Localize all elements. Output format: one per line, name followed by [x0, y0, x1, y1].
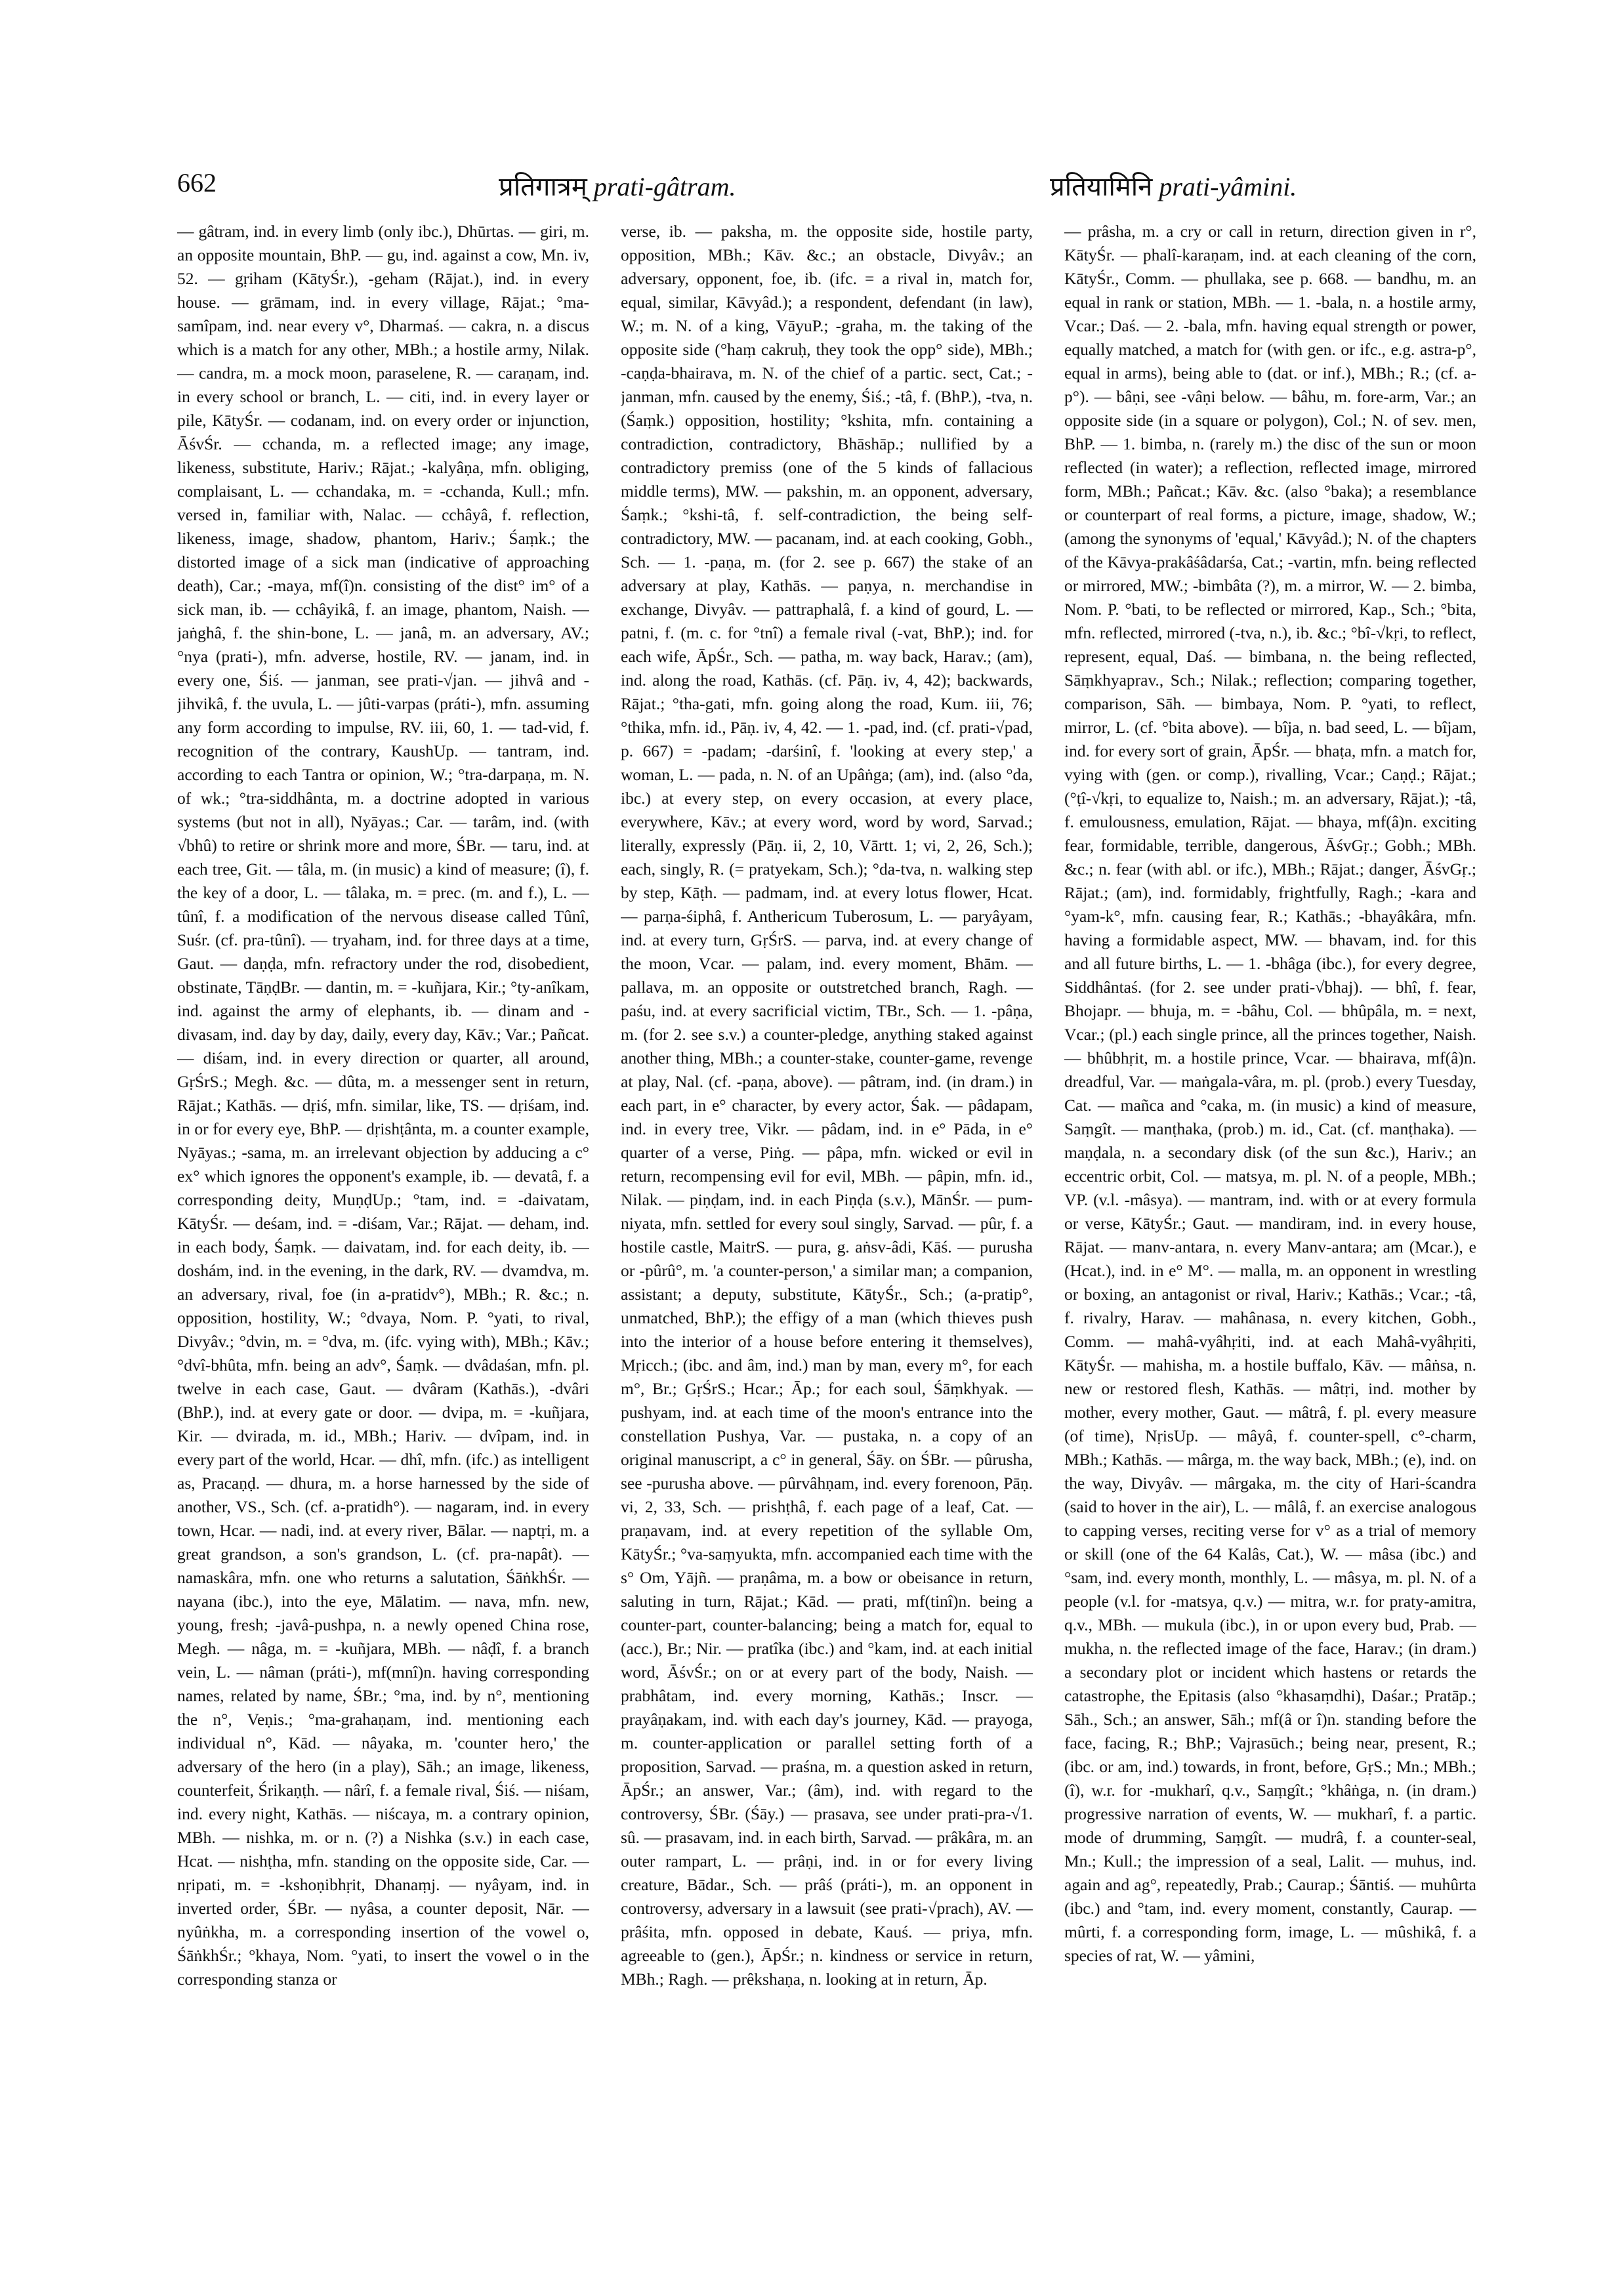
- column-2-text: verse, ib. — paksha, m. the opposite side, hostile party, opposition, MBh.; Kāv. &c.; an obstacle, Divyâv.; an adversary, opponent, foe, ib. (ifc. = a rival in, match for, equal, similar, Kāvyâd.); a respondent, defendant (in law), W.; m. N. of a king, VāyuP.; -graha, m. the taking of the opposite side (°haṃ cakruḥ, they took the opp° side), MBh.; -caṇḍa-bhairava, m. N. of the chief of a partic. sect, Cat.; -janman, mfn. caused by the enemy, Śiś.; -tâ, f. (BhP.), -tva, n. (Śaṃk.) opposition, hostility; °kshita, mfn. containing a contradiction, contradictory, Bhāshāp.; nullified by a contradictory premiss (one of the 5 kinds of fallacious middle terms), MW. — pakshin, m. an opponent, adversary, Śaṃk.; °kshi-tâ, f. self-contradiction, the being self-contradictory, MW. — pacanam, ind. at each cooking, Gobh., Sch. — 1. -paṇa, m. (for 2. see p. 667) the stake of an adversary at play, Kathās. — paṇya, n. merchandise in exchange, Divyâv. — pattraphalâ, f. a kind of gourd, L. — patni, f. (m. c. for °tnî) a female rival (-vat, BhP.); ind. for each wife, ĀpŚr., Sch. — patha, m. way back, Harav.; (am), ind. along the road, Kathās. (cf. Pāṇ. iv, 4, 42); backwards, Rājat.; °tha-gati, mfn. going along the road, Kum. iii, 76; °thika, mfn. id., Pāṇ. iv, 4, 42. — 1. -pad, ind. (cf. prati-√pad, p. 667) = -padam; -darśinî, f. 'looking at every step,' a woman, L. — pada, n. N. of an Upâṅga; (am), ind. (also °da, ibc.) at every step, on every occasion, at every place, everywhere, Kāv.; at every word, word by word, Sarvad.; literally, expressly (Pāṇ. ii, 2, 10, Vārtt. 1; vi, 2, 26, Sch.); each, singly, R. (= pratyekam, Sch.); °da-tva, n. walking step by step, Kāṭh. — padmam, ind. at every lotus flower, Hcat. — parṇa-śiphâ, f. Anthericum Tuberosum, L. — paryâyam, ind. at every turn, GṛŚrS. — parva, ind. at every change of the moon, Vcar. — palam, ind. every moment, Bhām. — pallava, m. an opposite or outstretched branch, Ragh. — paśu, ind. at every sacrificial victim, TBr., Sch. — 1. -pâṇa, m. (for 2. see s.v.) a counter-pledge, anything staked against another thing, MBh.; a counter-stake, counter-game, revenge at play, Nal. (cf. -paṇa, above). — pâtram, ind. (in dram.) in each part, in e° character, by every actor, Śak. — pâdapam, ind. in every tree, Vikr. — pâdam, ind. in e° Pāda, in e° quarter of a verse, Piṅg. — pâpa, mfn. wicked or evil in return, recompensing evil for evil, MBh. — pâpin, mfn. id., Nilak. — piṇḍam, ind. in each Piṇḍa (s.v.), MānŚr. — pum-niyata, mfn. settled for every soul singly, Sarvad. — pûr, f. a hostile castle, MaitrS. — pura, g. aṅsv-âdi, Kāś. — purusha or -pûrû°, m. 'a counter-person,' a similar man; a companion, assistant; a deputy, substitute, KātyŚr., Sch.; (a-pratip°, unmatched, BhP.); the effigy of a man (which thieves push into the interior of a house before entering it themselves), Mṛicch.; (ibc. and âm, ind.) man by man, every m°, for each m°, Br.; GṛŚrS.; Hcar.; Āp.; for each soul, Śāṃkhyak. — pushyam, ind. at each time of the moon's entrance into the constellation Pushya, Var. — pustaka, n. a copy of an original manuscript, a c° in general, Śāy. on ŚBr. — pûrusha, see -purusha above. — pûrvâhṇam, ind. every forenoon, Pāṇ. vi, 2, 33, Sch. — prishṭhâ, f. each page of a leaf, Cat. — praṇavam, ind. at every repetition of the syllable Om, KātyŚr.; °va-saṃyukta, mfn. accompanied each time with the s° Om, Yājñ. — praṇâma, m. a bow or obeisance in return, saluting in turn, Rājat.; Kād. — prati, mf(tinî)n. being a counter-part, counter-balancing; being a match for, equal to (acc.), Br.; Nir. — pratîka (ibc.) and °kam, ind. at each initial word, ĀśvŚr.; on or at every part of the body, Naish. — prabhâtam, ind. every morning, Kathās.; Inscr. — prayâṇakam, ind. with each day's journey, Kād. — prayoga, m. counter-application or parallel setting forth of a proposition, Sarvad. — praśna, m. a question asked in return, ĀpŚr.; an answer, Var.; (âm), ind. with regard to the controversy, ŚBr. (Śāy.) — prasava, see under prati-pra-√1. sû. — prasavam, ind. in each birth, Sarvad. — prâkâra, m. an outer rampart, L. — prâṇi, ind. in or for every living creature, Bādar., Sch. — prâś (práti-), m. an opponent in controversy, adversary in a lawsuit (see prati-√prach), AV. — prâśita, mfn. opposed in debate, Kauś. — priya, mfn. agreeable to (gen.), ĀpŚr.; n. kindness or service in return, MBh.; Ragh. — prêkshaṇa, n. looking at in return, Āp.: [621, 222, 1033, 1989]
- running-head-right-roman: prati-yâmini.: [1159, 172, 1297, 201]
- column-1-text: — gâtram, ind. in every limb (only ibc.), Dhūrtas. — giri, m. an opposite mountain, BhP. — gu, ind. against a cow, Mn. iv, 52. — gṛiham (KātyŚr.), -geham (Rājat.), ind. in every house. — grāmam, ind. in every village, Rājat.; °ma-samîpam, ind. near every v°, Dharmaś. — cakra, n. a discus which is a match for any other, MBh.; a hostile army, Nilak. — candra, m. a mock moon, paraselene, R. — caraṇam, ind. in every school or branch, L. — citi, ind. in every layer or pile, KātyŚr. — codanam, ind. on every order or injunction, ĀśvŚr. — cchanda, m. a reflected image; any image, likeness, substitute, Hariv.; Rājat.; -kalyâṇa, mfn. obliging, complaisant, L. — cchandaka, m. = -cchanda, Kull.; mfn. versed in, familiar with, Nalac. — cchâyâ, f. reflection, likeness, image, shadow, phantom, Hariv.; Śaṃk.; the distorted image of a sick man (indicative of approaching death), Car.; -maya, mf(î)n. consisting of the dist° im° of a sick man, ib. — cchâyikâ, f. an image, phantom, Naish. — jaṅghâ, f. the shin-bone, L. — janâ, m. an adversary, AV.; °nya (prati-), mfn. adverse, hostile, RV. — janam, ind. in every one, Śiś. — janman, see prati-√jan. — jihvâ and -jihvikâ, f. the uvula, L. — jûti-varpas (práti-), mfn. assuming any form according to impulse, RV. iii, 60, 1. — tad-vid, f. recognition of the contrary, KaushUp. — tantram, ind. according to each Tantra or opinion, W.; °tra-darpaṇa, m. N. of wk.; °tra-siddhânta, m. a doctrine adopted in various systems (but not in all), Nyāyas.; Car. — tarâm, ind. (with √bhû) to retire or shrink more and more, ŚBr. — taru, ind. at each tree, Git. — tâla, m. (in music) a kind of measure; (î), f. the key of a door, L. — tâlaka, m. = prec. (m. and f.), L. — tûnî, f. a modification of the nervous disease called Tûnî, Suśr. (cf. pra-tûnî). — tryaham, ind. for three days at a time, Gaut. — daṇḍa, mfn. refractory under the rod, disobedient, obstinate, TāṇḍBr. — dantin, m. = -kuñjara, Kir.; °ty-anîkam, ind. against the army of elephants, ib. — dinam and -divasam, ind. day by day, daily, every day, Kāv.; Var.; Pañcat. — diśam, ind. in every direction or quarter, all around, GṛŚrS.; Megh. &c. — dûta, m. a messenger sent in return, Rājat.; Kathās. — dṛiś, mfn. similar, like, TS. — dṛiśam, ind. in or for every eye, BhP. — dṛishṭânta, m. a counter example, Nyāyas.; -sama, m. an irrelevant objection by adducing a c° ex° which ignores the opponent's example, ib. — devatâ, f. a corresponding deity, MuṇḍUp.; °tam, ind. = -daivatam, KātyŚr. — deśam, ind. = -diśam, Var.; Rājat. — deham, ind. in each body, Śaṃk. — daivatam, ind. for each deity, ib. — doshám, ind. in the evening, in the dark, RV. — dvamdva, m. an adversary, rival, foe (in a-pratidv°), MBh.; R. &c.; n. opposition, hostility, W.; °dvaya, Nom. P. °yati, to rival, Divyâv.; °dvin, m. = °dva, m. (ifc. vying with), MBh.; Kāv.; °dvî-bhûta, mfn. being an adv°, Śaṃk. — dvâdaśan, mfn. pl. twelve in each case, Gaut. — dvâram (Kathās.), -dvâri (BhP.), ind. at every gate or door. — dvipa, m. = -kuñjara, Kir. — dvirada, m. id., MBh.; Hariv. — dvîpam, ind. in every part of the world, Hcar. — dhî, mfn. (ifc.) as intelligent as, Pracaṇḍ. — dhura, m. a horse harnessed by the side of another, VS., Sch. (cf. a-pratidh°). — nagaram, ind. in every town, Hcar. — nadi, ind. at every river, Bālar. — naptṛi, m. a great grandson, a son's grandson, L. (cf. pra-napât). — namaskâra, mfn. one who returns a salutation, ŚāṅkhŚr. — nayana (ibc.), into the eye, Mālatim. — nava, mfn. new, young, fresh; -javâ-pushpa, n. a newly opened China rose, Megh. — nâga, m. = -kuñjara, MBh. — nâḍî, f. a branch vein, L. — nâman (práti-), mf(mnî)n. having corresponding names, related by name, ŚBr.; °ma, ind. by n°, mentioning the n°, Veṇis.; °ma-grahaṇam, ind. mentioning each individual n°, Kād. — nâyaka, m. 'counter hero,' the adversary of the hero (in a play), Sāh.; an image, likeness, counterfeit, Śrikaṇṭh. — nârî, f. a female rival, Śiś. — niśam, ind. every night, Kathās. — niścaya, m. a contrary opinion, MBh. — nishka, m. or n. (?) a Nishka (s.v.) in each case, Hcat. — nishṭha, mfn. standing on the opposite side, Car. — nṛipati, m. = -kshoṇibhṛit, Dhanaṃj. — nyâyam, ind. in inverted order, ŚBr. — nyâsa, a counter deposit, Nār. — nyûṅkha, m. a corresponding insertion of the vowel o, ŚāṅkhŚr.; °khaya, Nom. °yati, to insert the vowel o in the corresponding stanza or: [177, 222, 589, 1989]
- running-head-right: [1050, 167, 1297, 203]
- running-head-left-roman: prati-gâtram.: [593, 172, 736, 201]
- running-head-left: [499, 167, 736, 203]
- column-3-text: — prâsha, m. a cry or call in return, direction given in r°, KātyŚr. — phalî-karaṇam, ind. at each cleaning of the corn, KātyŚr., Comm. — phullaka, see p. 668. — bandhu, m. an equal in rank or station, MBh. — 1. -bala, n. a hostile army, Vcar.; Daś. — 2. -bala, mfn. having equal strength or power, equally matched, a match for (with gen. or ifc., e.g. astra-p°, equal in arms), being able to (dat. or inf.), MBh.; R.; (cf. a-p°). — bâṇi, see -vâṇi below. — bâhu, m. fore-arm, Var.; an opposite side (in a square or polygon), Col.; N. of sev. men, BhP. — 1. bimba, n. (rarely m.) the disc of the sun or moon reflected (in water); a reflection, reflected image, mirrored form, MBh.; Pañcat.; Kāv. &c. (also °baka); a resemblance or counterpart of real forms, a picture, image, shadow, W.; (among the synonyms of 'equal,' Kāvyâd.); N. of the chapters of the Kāvya-prakâśâdarśa, Cat.; -vartin, mfn. being reflected or mirrored, MW.; -bimbâta (?), m. a mirror, W. — 2. bimba, Nom. P. °bati, to be reflected or mirrored, Kap., Sch.; °bita, mfn. reflected, mirrored (-tva, n.), ib. &c.; °bî-√kṛi, to reflect, represent, equal, Daś. — bimbana, n. the being reflected, Sāṃkhyaprav., Sch.; Nilak.; reflection; comparing together, comparison, Sāh. — bimbaya, Nom. P. °yati, to reflect, mirror, L. (cf. °bita above). — bîja, n. bad seed, L. — bîjam, ind. for every sort of grain, ĀpŚr. — bhaṭa, mfn. a match for, vying with (gen. or comp.), rivalling, Vcar.; Caṇḍ.; Rājat.; (°ṭî-√kṛi, to equalize to, Naish.; m. an adversary, Rājat.); -tâ, f. emulousness, emulation, Rājat. — bhaya, mf(â)n. exciting fear, formidable, terrible, dangerous, ĀśvGṛ.; Gobh.; MBh. &c.; n. fear (with abl. or ifc.), MBh.; Rājat.; danger, ĀśvGṛ.; Rājat.; (am), ind. formidably, frightfully, Ragh.; -kara and °yam-k°, mfn. causing fear, R.; Kathās.; -bhayâkâra, mfn. having a formidable aspect, MW. — bhavam, ind. for this and all future births, L. — 1. -bhâga (ibc.), for every degree, Siddhântaś. (for 2. see under prati-√bhaj). — bhî, f. fear, Bhojapr. — bhuja, m. = -bâhu, Col. — bhûpâla, m. = next, Vcar.; (pl.) each single prince, all the princes together, Naish. — bhûbhṛit, m. a hostile prince, Vcar. — bhairava, mf(â)n. dreadful, Var. — maṅgala-vâra, m. pl. (prob.) every Tuesday, Cat. — mañca and °caka, m. (in music) a kind of measure, Saṃgît. — manṭhaka, (prob.) m. id., Cat. (cf. manṭhaka). — maṇḍala, n. a secondary disk (of the sun &c.), Hariv.; an eccentric orbit, Col. — matsya, m. pl. N. of a people, MBh.; VP. (v.l. -mâsya). — mantram, ind. with or at every formula or verse, KātyŚr.; Gaut. — mandiram, ind. in every house, Rājat. — manv-antara, n. every Manv-antara; am (Mcar.), e (Hcat.), ind. in e° M°. — malla, m. an opponent in wrestling or boxing, an antagonist or rival, Hariv.; Kathās.; Vcar.; -tâ, f. rivalry, Harav. — mahânasa, n. every kitchen, Gobh., Comm. — mahâ-vyâhṛiti, ind. at each Mahâ-vyâhṛiti, KātyŚr. — mahisha, m. a hostile buffalo, Kāv. — mâṅsa, n. new or restored flesh, Kathās. — mâtṛi, ind. mother by mother, every mother, Gaut. — mâtrâ, f. pl. every measure (of time), NṛisUp. — mâyâ, f. counter-spell, c°-charm, MBh.; Kathās. — mârga, m. the way back, MBh.; (e), ind. on the way, Divyâv. — mârgaka, m. the city of Hari-ścandra (said to hover in the air), L. — mâlâ, f. an exercise analogous to capping verses, reciting verse for v° as a trial of memory or skill (one of the 64 Kalâs, Cat.), W. — mâsa (ibc.) and °sam, ind. every month, monthly, L. — mâsya, m. pl. N. of a people (v.l. for -matsya, q.v.) — mitra, w.r. for praty-amitra, q.v., MBh. — mukula (ibc.), in or upon every bud, Prab. — mukha, n. the reflected image of the face, Harav.; (in dram.) a secondary plot or incident which hastens or retards the catastrophe, the Epitasis (also °khasaṃdhi), Daśar.; Pratāp.; Sāh., Sch.; an answer, Sāh.; mf(â or î)n. standing before the face, facing, R.; BhP.; Vajrasūch.; being near, present, R.; (ibc. or am, ind.) towards, in front, before, GṛS.; Mn.; MBh.; (î), w.r. for -mukharî, q.v., Saṃgît.; °khâṅga, n. (in dram.) progressive narration of events, W. — mukharî, f. a partic. mode of drumming, Saṃgît. — mudrâ, f. a counter-seal, Mn.; Kull.; the impression of a seal, Lalit. — muhus, ind. again and ag°, repeatedly, Prab.; Caurap.; Śāntiś. — muhûrta (ibc.) and °tam, ind. every moment, constantly, Caurap. — mûrti, f. a corresponding form, image, L. — mûshikâ, f. a species of rat, W. — yâmini,: [1064, 222, 1476, 1965]
- running-head-left-devanagari: प्रतिगात्रम्: [499, 172, 587, 201]
- column-3: [1064, 220, 1476, 2260]
- running-head-right-devanagari: प्रतियामिनि: [1050, 172, 1153, 201]
- column-2: [621, 220, 1033, 2260]
- column-1: [177, 220, 589, 2260]
- page-header: [177, 167, 1476, 213]
- page-number: 662: [177, 168, 217, 197]
- dictionary-columns: [177, 220, 1476, 2260]
